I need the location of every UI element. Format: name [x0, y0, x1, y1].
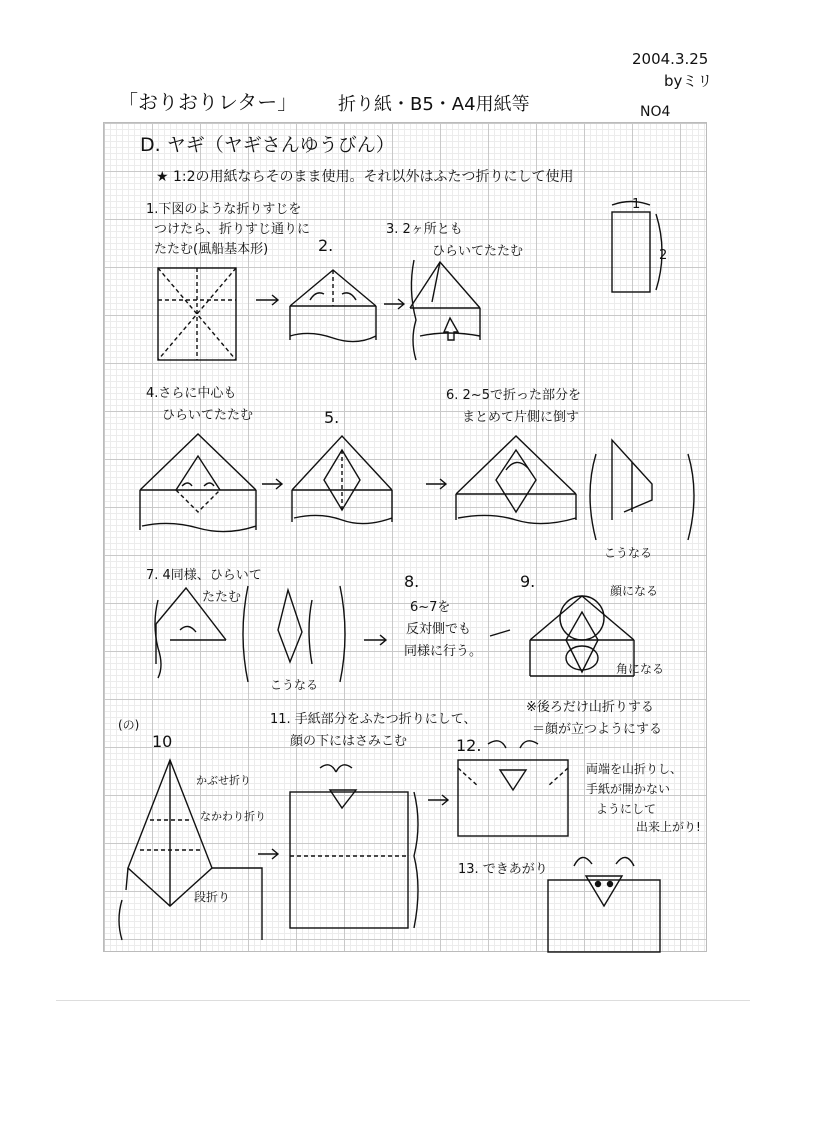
step8-line2: 反対側でも — [406, 622, 472, 637]
step7-line1: 7. 4同様、ひらいて — [146, 568, 262, 583]
step11-diagram — [290, 765, 418, 928]
side-note-line4: 出来上がり! — [636, 820, 701, 834]
author-text: byミリ — [664, 72, 713, 90]
ratio-long-label: 2 — [659, 248, 668, 263]
step12-number: 12. — [456, 736, 482, 755]
section-heading: D. ヤギ（ヤギさんゆうびん） — [140, 134, 395, 156]
date-text: 2004.3.25 — [632, 50, 709, 68]
step4-line1: 4.さらに中心も — [146, 386, 237, 401]
step3-line2: ひらいてたたむ — [432, 244, 524, 259]
step12-diagram — [458, 741, 568, 836]
step3-line1: 3. 2ヶ所とも — [386, 222, 463, 237]
step6-line2: まとめて片側に倒す — [462, 410, 580, 425]
step10-number: 10 — [152, 732, 173, 751]
step11-line2: 顔の下にはさみこむ — [290, 734, 408, 749]
step8-number: 8. — [404, 572, 420, 591]
step10-fold1: かぶせ折り — [196, 774, 251, 787]
step1-line1: 1.下図のような折りすじを — [146, 202, 302, 217]
paper-spec: 折り紙・B5・A4用紙等 — [338, 94, 530, 115]
step6-line1: 6. 2~5で折った部分を — [446, 388, 581, 403]
section-note: ★ 1:2の用紙ならそのまま使用。それ以外はふたつ折りにして使用 — [156, 169, 574, 185]
step9-number: 9. — [520, 572, 536, 591]
step13-text: 13. できあがり — [458, 862, 548, 877]
page-number: NO4 — [640, 104, 671, 120]
step4-line2: ひらいてたたむ — [162, 408, 254, 423]
arrow-10-11 — [258, 849, 278, 859]
arrow-5-6 — [426, 479, 446, 489]
series-title: 「おりおりレター」 — [118, 90, 298, 114]
step1-line2: つけたら、折りすじ通りに — [154, 222, 311, 237]
step3-diagram — [410, 260, 480, 360]
step2-number: 2. — [318, 236, 334, 255]
step6-result: こうなる — [604, 546, 653, 560]
side-note-line2: 手紙が開かない — [586, 782, 671, 796]
step5-diagram — [292, 436, 392, 524]
step2-diagram — [290, 270, 376, 342]
arrow-1-2 — [256, 295, 278, 305]
step6-diagram — [456, 436, 694, 540]
page-bottom-rule — [56, 1000, 750, 1001]
step10-fold2: なかわり折り — [200, 810, 266, 823]
step8-line1: 6~7を — [410, 600, 451, 615]
ratio-rect-diagram — [612, 202, 662, 293]
step9-face-label: 顔になる — [610, 584, 659, 598]
step10-fold3: 段折り — [194, 890, 231, 904]
arrow-8-9 — [490, 630, 510, 636]
arrow-7-8 — [364, 635, 386, 645]
step7-line2: たたむ — [202, 590, 242, 605]
step9-diagram — [530, 596, 634, 676]
step10-diagram — [119, 760, 262, 940]
step8-line3: 同様に行う。 — [404, 644, 483, 659]
side-note-line1: 両端を山折りし、 — [586, 762, 683, 776]
step1-crease-diagram — [158, 268, 236, 360]
arrow-11-12 — [428, 795, 448, 805]
ratio-short-label: 1 — [632, 197, 641, 212]
step9-horn-label: 角になる — [616, 662, 665, 676]
step7-diagram — [155, 586, 345, 682]
step10-mark: (の) — [118, 718, 140, 732]
back-note-line2: ＝顔が立つようにする — [532, 722, 663, 737]
step1-line3: たたむ(風船基本形) — [154, 242, 269, 257]
step4-diagram — [140, 434, 256, 532]
back-note-line1: ※後ろだけ山折りする — [526, 700, 654, 715]
arrow-2-3 — [384, 299, 404, 309]
step13-final — [548, 857, 660, 952]
arrow-4-5 — [262, 479, 282, 489]
side-note-line3: ようにして — [596, 802, 657, 816]
step5-number: 5. — [324, 408, 340, 427]
step11-line1: 11. 手紙部分をふたつ折りにして、 — [270, 712, 477, 727]
step7-result: こうなる — [270, 678, 319, 692]
